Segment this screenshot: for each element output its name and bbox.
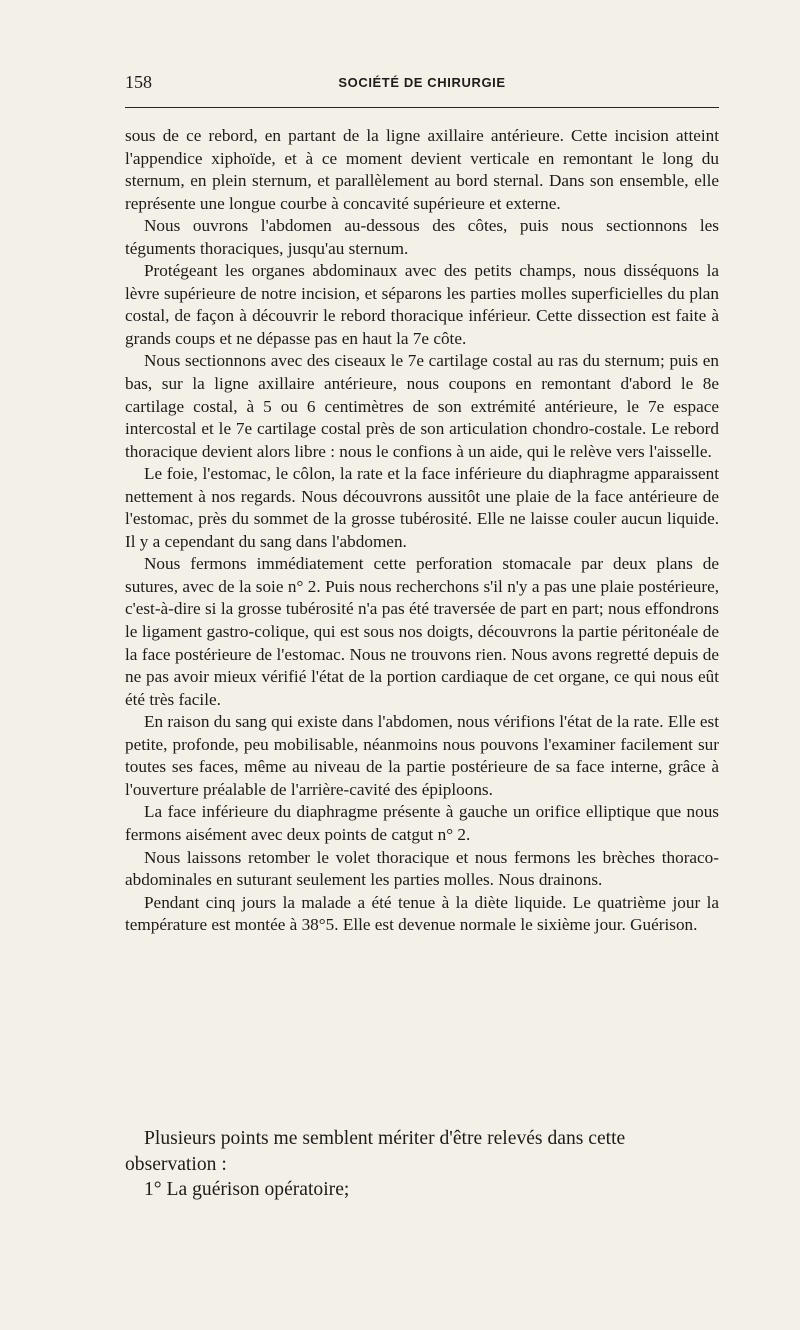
paragraph: Nous ouvrons l'abdomen au-dessous des côtes, puis nous sectionnons les téguments thoraciques, jusqu'au sternum.	[125, 216, 719, 258]
paragraph: Protégeant les organes abdominaux avec des petits champs, nous disséquons la lèvre supérieure de notre incision, et séparons les parties molles superficielles du plan costal, de façon à découvrir le rebord thoracique inférieur. Cette dissection est faite à grands coups et ne dépasse pas en haut la 7e côte.	[125, 261, 719, 348]
paragraph: Le foie, l'estomac, le côlon, la rate et la face inférieure du diaphragme apparaissent nettement à nos regards. Nous découvrons aussitôt une plaie de la face antérieure de l'estomac, près du sommet de la grosse tubérosité. Elle ne laisse couler aucun liquide. Il y a cependant du sang dans l'abdomen.	[125, 464, 719, 551]
paragraph: La face inférieure du diaphragme présente à gauche un orifice elliptique que nous fermons aisément avec deux points de catgut n° 2.	[125, 802, 719, 844]
running-title: SOCIÉTÉ DE CHIRURGIE	[338, 75, 506, 90]
conclusion-intro: Plusieurs points me semblent mériter d'être relevés dans cette observation :	[125, 1128, 626, 1175]
paragraph: Nous sectionnons avec des ciseaux le 7e cartilage costal au ras du sternum; puis en bas, sur la ligne axillaire antérieure, nous coupons en remontant d'abord le 8e cartilage costal, à 5 ou 6 centimètres de son extrémité antérieure, le 7e espace intercostal et le 7e cartilage costal près de son articulation chondro-costale. Le rebord thoracique devient alors libre : nous le confions à un aide, qui le relève vers l'aisselle.	[125, 351, 719, 461]
page-header	[125, 72, 719, 96]
conclusion-section	[125, 1126, 719, 1203]
page-number: 158	[125, 72, 152, 92]
paragraph: Nous fermons immédiatement cette perforation stomacale par deux plans de sutures, avec de la soie n° 2. Puis nous recherchons s'il n'y a pas une plaie postérieure, c'est-à-dire si la grosse tubérosité n'a pas été traversée de part en part; nous effondrons le ligament gastro-colique, qui est sous nos doigts, découvrons la partie péritonéale de la face postérieure de l'estomac. Nous ne trouvons rien. Nous avons regretté depuis de ne pas avoir mieux vérifié l'état de la portion cardiaque de cet organe, ce qui nous eût été très facile.	[125, 554, 719, 709]
body-text	[125, 125, 719, 937]
header-rule	[125, 107, 719, 108]
paragraph: sous de ce rebord, en partant de la ligne axillaire antérieure. Cette incision atteint l'appendice xiphoïde, et à ce moment devient verticale en remontant le long du sternum, en plein sternum, et parallèlement au bord sternal. Dans son ensemble, elle représente une longue courbe à concavité supérieure et externe.	[125, 126, 719, 213]
conclusion-item: 1° La guérison opératoire;	[144, 1179, 350, 1200]
paragraph: Pendant cinq jours la malade a été tenue à la diète liquide. Le quatrième jour la température est montée à 38°5. Elle est devenue normale le sixième jour. Guérison.	[125, 892, 719, 935]
paragraph: Nous laissons retomber le volet thoracique et nous fermons les brèches thoraco-abdominales en suturant seulement les parties molles. Nous drainons.	[125, 847, 719, 890]
paragraph: En raison du sang qui existe dans l'abdomen, nous vérifions l'état de la rate. Elle est petite, profonde, peu mobilisable, néanmoins nous pouvons l'examiner facilement sur toutes ses faces, même au niveau de la partie postérieure de sa face interne, grâce à l'ouverture préalable de l'arrière-cavité des épiploons.	[125, 712, 719, 799]
